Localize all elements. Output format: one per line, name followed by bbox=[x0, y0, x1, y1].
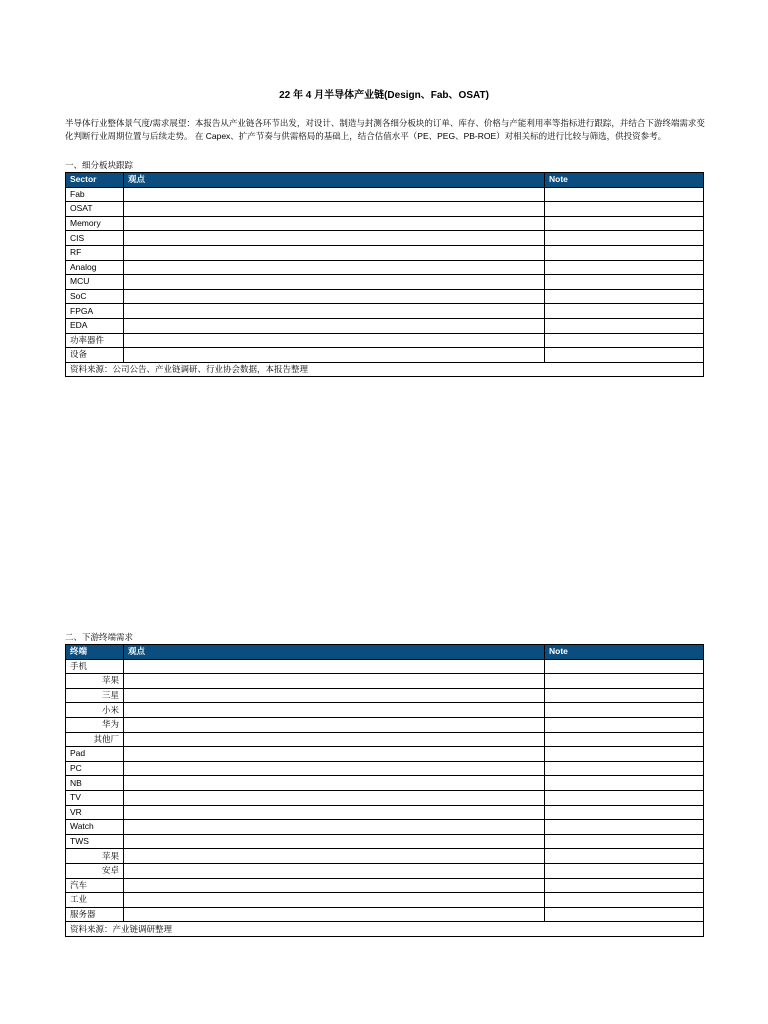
note-cell bbox=[545, 289, 704, 304]
row-label: CIS bbox=[66, 231, 124, 246]
note-cell bbox=[545, 907, 704, 922]
view-cell bbox=[124, 304, 545, 319]
page-title: 22 年 4 月半导体产业链(Design、Fab、OSAT) bbox=[279, 90, 489, 101]
row-label: PC bbox=[66, 761, 124, 776]
row-label: Fab bbox=[66, 187, 124, 202]
view-cell bbox=[124, 216, 545, 231]
table-row bbox=[66, 275, 704, 290]
table-row bbox=[66, 761, 704, 776]
note-cell bbox=[545, 849, 704, 864]
view-cell bbox=[124, 849, 545, 864]
view-cell bbox=[124, 820, 545, 835]
note-cell bbox=[545, 834, 704, 849]
row-label: RF bbox=[66, 245, 124, 260]
view-cell bbox=[124, 202, 545, 217]
table-row bbox=[66, 348, 704, 363]
view-cell bbox=[124, 732, 545, 747]
view-cell bbox=[124, 907, 545, 922]
note-cell bbox=[545, 659, 704, 674]
note-cell bbox=[545, 776, 704, 791]
row-label: 设备 bbox=[66, 348, 124, 363]
table-row bbox=[66, 318, 704, 333]
table-row bbox=[66, 202, 704, 217]
terminal-table-footnote: 资料来源：产业链调研整理 bbox=[66, 922, 704, 937]
row-label: 服务器 bbox=[66, 907, 124, 922]
table-row bbox=[66, 659, 704, 674]
column-header: Sector bbox=[66, 173, 124, 188]
row-label: 小米 bbox=[66, 703, 124, 718]
row-label: TWS bbox=[66, 834, 124, 849]
view-cell bbox=[124, 863, 545, 878]
view-cell bbox=[124, 805, 545, 820]
note-cell bbox=[545, 717, 704, 732]
sector-table-footnote-row bbox=[66, 362, 704, 377]
view-cell bbox=[124, 688, 545, 703]
column-header: Note bbox=[545, 173, 704, 188]
table-row bbox=[66, 776, 704, 791]
view-cell bbox=[124, 275, 545, 290]
view-cell bbox=[124, 231, 545, 246]
view-cell bbox=[124, 893, 545, 908]
row-label: 安卓 bbox=[66, 863, 124, 878]
view-cell bbox=[124, 834, 545, 849]
intro-paragraph: 半导体行业整体景气度/需求展望：本报告从产业链各环节出发，对设计、制造与封测各细分板块的订单、库存、价格与产能利用率等指标进行跟踪，并结合下游终端需求变化判断行业周期位置与后续走势。 在 Capex、扩产节奏与供需格局的基础上，结合估值水平（PE、PEG、PB-ROE）对相关标的进行比较与筛选，供投资参考。 bbox=[65, 118, 705, 141]
row-label: 苹果 bbox=[66, 849, 124, 864]
note-cell bbox=[545, 790, 704, 805]
row-label: 苹果 bbox=[66, 674, 124, 689]
view-cell bbox=[124, 747, 545, 762]
terminal-table-footnote-row bbox=[66, 922, 704, 937]
note-cell bbox=[545, 732, 704, 747]
table-row bbox=[66, 805, 704, 820]
column-header: 观点 bbox=[124, 645, 545, 660]
table-row bbox=[66, 834, 704, 849]
row-label: Memory bbox=[66, 216, 124, 231]
note-cell bbox=[545, 231, 704, 246]
row-label: MCU bbox=[66, 275, 124, 290]
row-label: 汽车 bbox=[66, 878, 124, 893]
note-cell bbox=[545, 187, 704, 202]
table-row bbox=[66, 878, 704, 893]
note-cell bbox=[545, 333, 704, 348]
row-label: 工业 bbox=[66, 893, 124, 908]
note-cell bbox=[545, 245, 704, 260]
row-label: Pad bbox=[66, 747, 124, 762]
view-cell bbox=[124, 776, 545, 791]
sector-table-header bbox=[66, 173, 704, 188]
view-cell bbox=[124, 260, 545, 275]
view-cell bbox=[124, 761, 545, 776]
note-cell bbox=[545, 260, 704, 275]
row-label: OSAT bbox=[66, 202, 124, 217]
table-row bbox=[66, 790, 704, 805]
note-cell bbox=[545, 747, 704, 762]
column-header: 观点 bbox=[124, 173, 545, 188]
terminal-table bbox=[65, 644, 704, 937]
view-cell bbox=[124, 318, 545, 333]
view-cell bbox=[124, 878, 545, 893]
table-row bbox=[66, 231, 704, 246]
view-cell bbox=[124, 659, 545, 674]
note-cell bbox=[545, 688, 704, 703]
row-label: 手机 bbox=[66, 659, 124, 674]
table-row bbox=[66, 907, 704, 922]
view-cell bbox=[124, 289, 545, 304]
table-row bbox=[66, 688, 704, 703]
table-row bbox=[66, 893, 704, 908]
table-row bbox=[66, 289, 704, 304]
sector-table-caption: 一、细分板块跟踪 bbox=[65, 160, 134, 170]
note-cell bbox=[545, 893, 704, 908]
row-label: 功率器件 bbox=[66, 333, 124, 348]
table-row bbox=[66, 820, 704, 835]
row-label: 华为 bbox=[66, 717, 124, 732]
note-cell bbox=[545, 275, 704, 290]
sector-table-footnote: 资料来源：公司公告、产业链调研、行业协会数据，本报告整理 bbox=[66, 362, 704, 377]
view-cell bbox=[124, 703, 545, 718]
note-cell bbox=[545, 703, 704, 718]
table-row bbox=[66, 703, 704, 718]
row-label: SoC bbox=[66, 289, 124, 304]
table-row bbox=[66, 245, 704, 260]
table-row bbox=[66, 747, 704, 762]
note-cell bbox=[545, 674, 704, 689]
row-label: Watch bbox=[66, 820, 124, 835]
sector-table bbox=[65, 172, 704, 377]
view-cell bbox=[124, 348, 545, 363]
table-row bbox=[66, 674, 704, 689]
note-cell bbox=[545, 304, 704, 319]
terminal-table-caption: 二、下游终端需求 bbox=[65, 632, 134, 642]
view-cell bbox=[124, 333, 545, 348]
note-cell bbox=[545, 216, 704, 231]
column-header: Note bbox=[545, 645, 704, 660]
table-row bbox=[66, 732, 704, 747]
note-cell bbox=[545, 805, 704, 820]
note-cell bbox=[545, 820, 704, 835]
view-cell bbox=[124, 187, 545, 202]
table-row bbox=[66, 863, 704, 878]
note-cell bbox=[545, 863, 704, 878]
note-cell bbox=[545, 761, 704, 776]
view-cell bbox=[124, 790, 545, 805]
view-cell bbox=[124, 245, 545, 260]
table-row bbox=[66, 333, 704, 348]
table-row bbox=[66, 187, 704, 202]
table-row bbox=[66, 304, 704, 319]
table-row bbox=[66, 216, 704, 231]
table-row bbox=[66, 717, 704, 732]
view-cell bbox=[124, 717, 545, 732]
note-cell bbox=[545, 202, 704, 217]
terminal-table-header bbox=[66, 645, 704, 660]
row-label: NB bbox=[66, 776, 124, 791]
row-label: Analog bbox=[66, 260, 124, 275]
row-label: 三星 bbox=[66, 688, 124, 703]
note-cell bbox=[545, 318, 704, 333]
note-cell bbox=[545, 348, 704, 363]
row-label: FPGA bbox=[66, 304, 124, 319]
view-cell bbox=[124, 674, 545, 689]
column-header: 终端 bbox=[66, 645, 124, 660]
row-label: EDA bbox=[66, 318, 124, 333]
table-row bbox=[66, 849, 704, 864]
row-label: VR bbox=[66, 805, 124, 820]
row-label: TV bbox=[66, 790, 124, 805]
note-cell bbox=[545, 878, 704, 893]
row-label: 其他厂 bbox=[66, 732, 124, 747]
table-row bbox=[66, 260, 704, 275]
